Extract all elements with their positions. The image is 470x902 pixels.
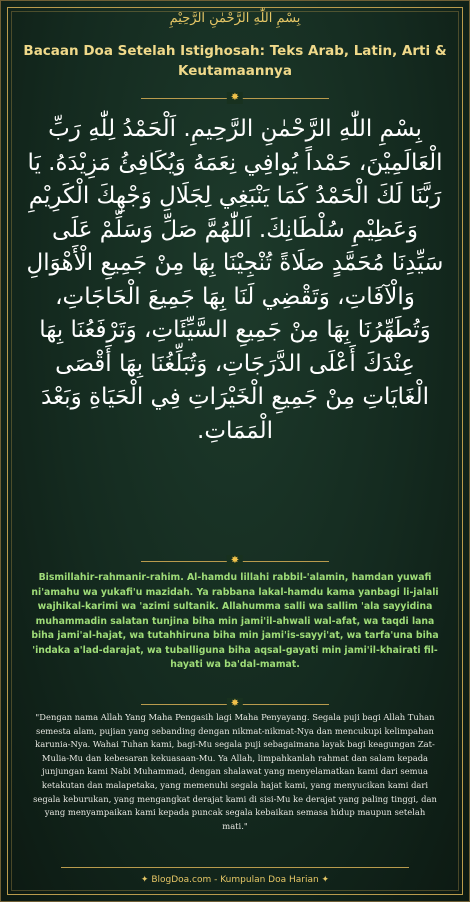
arabic-prayer-text: بِسْمِ اللّٰهِ الرَّحْمٰنِ الرَّحِيمِ. اَلْحَمْدُ لِلّٰهِ رَبِّ الْعَالَمِيْنَ، حَمْداً يُوافِي نِعَمَهُ وَيُكَافِئُ مَزِيْدَهُ. يَا رَبَّنَا لَكَ الْحَمْدُ كَمَا يَنْبَغِي لِجَلَالِ وَجْهِكَ الْكَرِيْمِ وَعَظِيْمِ سُلْطَانِكَ. اَللّٰهُمَّ صَلِّ وَسَلِّمْ عَلَى سَيِّدِنَا مُحَمَّدٍ صَلَاةً تُنْجِيْنَا بِهَا مِنْ جَمِيعِ الْأَهْوَالِ وَالْآفَاتِ، وَتَقْضِي لَنَا بِهَا جَمِيعَ الْحَاجَاتِ، وَتُطَهِّرُنَا بِهَا مِنْ جَمِيعِ السَّيِّئَاتِ، وَتَرْفَعُنَا بِهَا عِنْدَكَ أَعْلَى الدَّرَجَاتِ، وَتُبَلِّغُنَا بِهَا أَقْصَى الْغَايَاتِ مِنْ جَمِيعِ الْخَيْرَاتِ فِي الْحَيَاةِ وَبَعْدَ الْمَمَاتِ. [26, 116, 444, 444]
divider-middle [141, 555, 329, 566]
page-title: Bacaan Doa Setelah Istighosah: Teks Arab, Latin, Arti & Keutamaannya [23, 43, 447, 79]
ornament-star-icon: ✸ [227, 92, 243, 104]
translation-text: "Dengan nama Allah Yang Maha Pengasih lagi Maha Penyayang. Segala puji bagi Allah Tuhan semesta alam, pujian yang sebanding dengan nikmat-nikmat-Nya dan mencukupi kelimpahan karunia-Nya. Wahai Tuhan kami, bagi-Mu segala puji sebagaimana layak bagi keagungan Zat-Mulia-Mu dan kebesaran kekuasaan-Mu. Ya Allah, limpahkanlah rahmat dan salam kepada junjungan kami Nabi Muhammad, dengan shalawat yang menyelamatkan kami dari semua ketakutan dan malapetaka, yang memenuhi segala hajat kami, yang menyucikan kami dari segala keburukan, yang mengangkat derajat kami di sisi-Mu ke derajat yang paling tinggi, dan yang menyampaikan kami kepada puncak segala kebaikan semasa hidup maupun setelah mati." [33, 712, 437, 831]
footer-credit: ✦ BlogDoa.com - Kumpulan Doa Harian ✦ [140, 875, 330, 885]
ornament-star-icon: ✸ [227, 698, 243, 710]
latin-transliteration: Bismillahir-rahmanir-rahim. Al-hamdu lillahi rabbil-'alamin, hamdan yuwafi ni'amahu wa yukafi'u mazidah. Ya rabbana lakal-hamdu kama yanbagi li-jalali wajhikal-karimi wa 'azimi sultanik. Allahumma salli wa sallim 'ala sayyidina muhammadin salatan tunjina biha min jami'il-ahwali wal-afat, wa taqdi lana biha jami'al-hajat, wa tutahhiruna biha min jami'is-sayyi'at, wa tarfa'una biha 'indaka a'lad-darajat, wa tuballiguna biha aqsal-gayati min jami'il-khairati fil-hayati wa ba'dal-mamat. [31, 572, 439, 670]
divider-footer [61, 867, 409, 868]
basmala-heading: بِسْمِ اللّٰهِ الرَّحْمٰنِ الرَّحِيْمِ [169, 11, 301, 26]
ornament-star-icon: ✸ [227, 555, 243, 567]
divider-top [141, 92, 329, 103]
divider-lower [141, 698, 329, 709]
